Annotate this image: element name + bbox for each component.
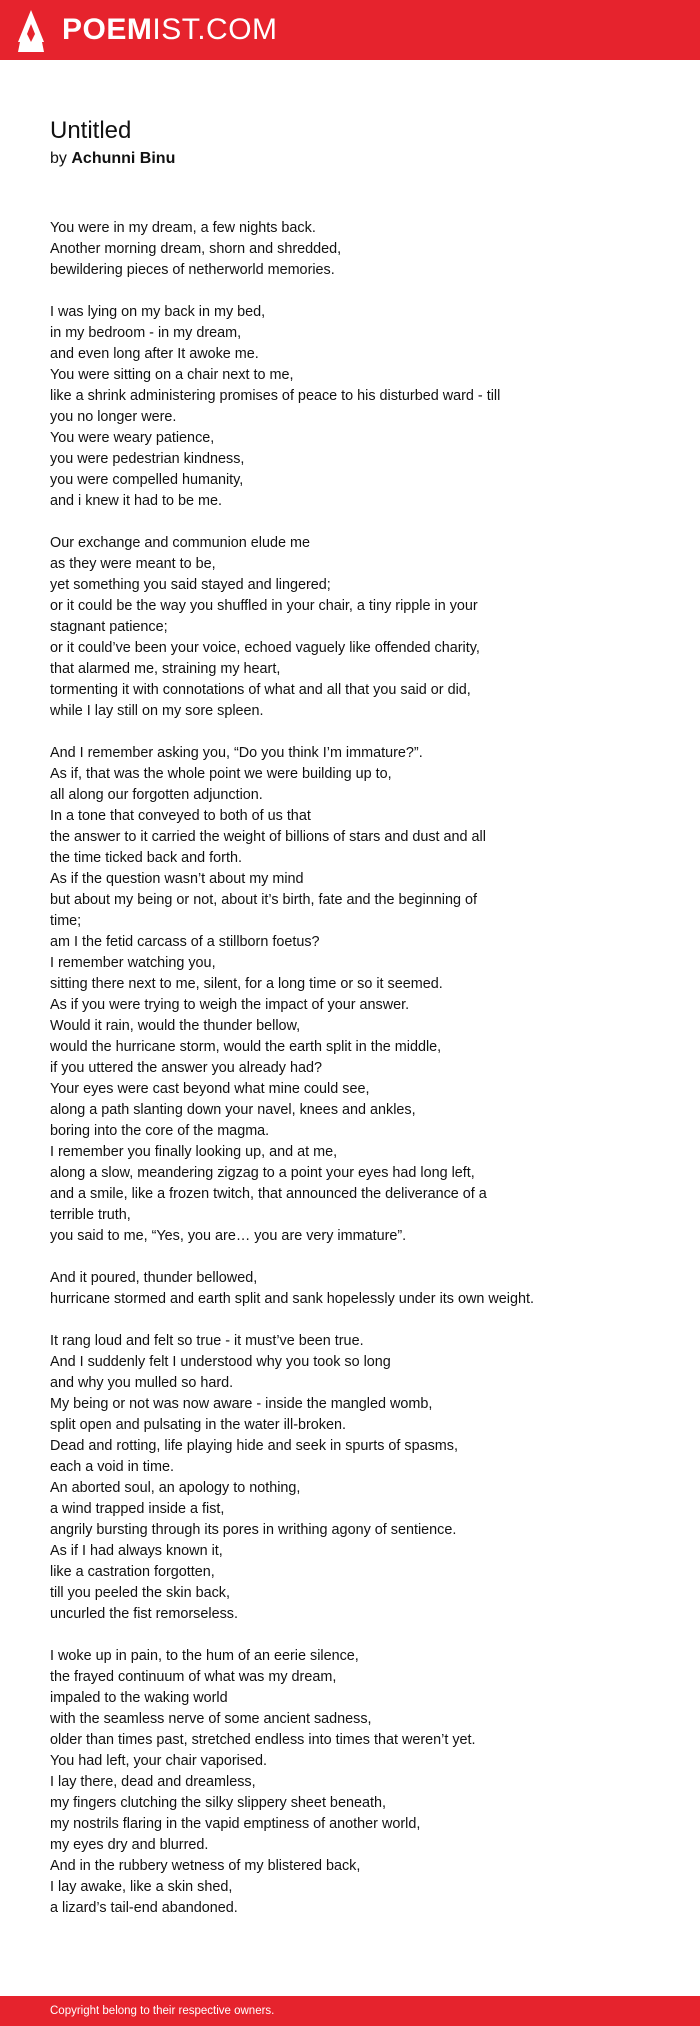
poem-stanza: [50, 302, 660, 512]
site-logo[interactable]: [62, 12, 278, 48]
poem-line: It rang loud and felt so true - it must’ve been true.: [50, 1333, 364, 1349]
poem-line: along a path slanting down your navel, knees and ankles,: [50, 1102, 416, 1118]
poem-line: You had left, your chair vaporised.: [50, 1753, 268, 1769]
poem-line: You were sitting on a chair next to me,: [50, 367, 294, 383]
logo-brand-rest: IST.COM: [152, 13, 278, 46]
poem-line: And in the rubbery wetness of my blistered back,: [50, 1858, 361, 1874]
poem-line: In a tone that conveyed to both of us that: [50, 808, 311, 824]
poem-line: and i knew it had to be me.: [50, 493, 222, 509]
poem-line: that alarmed me, straining my heart,: [50, 661, 281, 677]
poem-line: in my bedroom - in my dream,: [50, 325, 242, 341]
poem-stanza: [50, 1268, 660, 1310]
poem-line: uncurled the fist remorseless.: [50, 1606, 238, 1622]
poem-line: the frayed continuum of what was my dream,: [50, 1669, 337, 1685]
poem-line: And I suddenly felt I understood why you took so long: [50, 1354, 391, 1370]
poem-line: split open and pulsating in the water ill-broken.: [50, 1417, 346, 1433]
poem-line: terrible truth,: [50, 1207, 131, 1223]
poem-line: the time ticked back and forth.: [50, 850, 242, 866]
poem-title: Untitled: [50, 117, 132, 144]
poem-line: and why you mulled so hard.: [50, 1375, 234, 1391]
poem-line: Would it rain, would the thunder bellow,: [50, 1018, 301, 1034]
poem-line: yet something you said stayed and lingered;: [50, 577, 331, 593]
poem-line: sitting there next to me, silent, for a long time or so it seemed.: [50, 976, 443, 992]
poem-line: my eyes dry and blurred.: [50, 1837, 209, 1853]
poem-line: bewildering pieces of netherworld memories.: [50, 262, 335, 278]
poem-line: am I the fetid carcass of a stillborn foetus?: [50, 934, 320, 950]
poem-line: you were pedestrian kindness,: [50, 451, 245, 467]
poem-line: As if you were trying to weigh the impact of your answer.: [50, 997, 410, 1013]
poem-line: and a smile, like a frozen twitch, that announced the deliverance of a: [50, 1186, 487, 1202]
poem-line: I remember you finally looking up, and at me,: [50, 1144, 338, 1160]
poem-body: [50, 218, 660, 1940]
poem-line: And it poured, thunder bellowed,: [50, 1270, 258, 1286]
author-name: Achunni Binu: [71, 150, 176, 167]
poem-line: you no longer were.: [50, 409, 177, 425]
pencil-tip-icon[interactable]: [18, 10, 44, 52]
poem-line: each a void in time.: [50, 1459, 174, 1475]
site-footer: [0, 1996, 700, 2026]
poem-line: I was lying on my back in my bed,: [50, 304, 266, 320]
poem-line: along a slow, meandering zigzag to a point your eyes had long left,: [50, 1165, 475, 1181]
poem-line: or it could be the way you shuffled in your chair, a tiny ripple in your: [50, 598, 478, 614]
poem-stanza: [50, 743, 660, 1247]
poem-line: An aborted soul, an apology to nothing,: [50, 1480, 301, 1496]
poem-line: As if the question wasn’t about my mind: [50, 871, 304, 887]
poem-line: As if, that was the whole point we were building up to,: [50, 766, 392, 782]
poem-line: while I lay still on my sore spleen.: [50, 703, 264, 719]
poem-line: older than times past, stretched endless into times that weren’t yet.: [50, 1732, 476, 1748]
poem-line: I woke up in pain, to the hum of an eerie silence,: [50, 1648, 359, 1664]
poem-line: you said to me, “Yes, you are… you are very immature”.: [50, 1228, 407, 1244]
poem-line: And I remember asking you, “Do you think I’m immature?”.: [50, 745, 423, 761]
poem-line: tormenting it with connotations of what and all that you said or did,: [50, 682, 471, 698]
poem-line: all along our forgotten adjunction.: [50, 787, 263, 803]
poem-line: time;: [50, 913, 82, 929]
poem-line: and even long after It awoke me.: [50, 346, 259, 362]
poem-line: but about my being or not, about it’s birth, fate and the beginning of: [50, 892, 477, 908]
poem-line: You were weary patience,: [50, 430, 215, 446]
poem-line: you were compelled humanity,: [50, 472, 244, 488]
poem-line: my nostrils flaring in the vapid emptiness of another world,: [50, 1816, 421, 1832]
poem-line: impaled to the waking world: [50, 1690, 228, 1706]
poem-line: Your eyes were cast beyond what mine could see,: [50, 1081, 370, 1097]
poem-line: You were in my dream, a few nights back.: [50, 220, 316, 236]
poem-line: I lay there, dead and dreamless,: [50, 1774, 256, 1790]
poem-line: stagnant patience;: [50, 619, 168, 635]
poem-line: boring into the core of the magma.: [50, 1123, 270, 1139]
poem-stanza: [50, 1646, 660, 1919]
poem-stanza: [50, 533, 660, 722]
by-label: by: [50, 150, 67, 167]
poem-line: I remember watching you,: [50, 955, 216, 971]
poem-line: like a shrink administering promises of peace to his disturbed ward - till: [50, 388, 501, 404]
poem-byline: [50, 148, 175, 170]
poem-stanza: [50, 218, 660, 281]
poem-line: angrily bursting through its pores in writhing agony of sentience.: [50, 1522, 457, 1538]
poem-line: Dead and rotting, life playing hide and seek in spurts of spasms,: [50, 1438, 458, 1454]
poem-line: a wind trapped inside a fist,: [50, 1501, 225, 1517]
poem-line: with the seamless nerve of some ancient sadness,: [50, 1711, 372, 1727]
poem-line: or it could’ve been your voice, echoed vaguely like offended charity,: [50, 640, 480, 656]
poem-line: I lay awake, like a skin shed,: [50, 1879, 233, 1895]
logo-brand-bold: POEM: [62, 13, 153, 46]
poem-line: my fingers clutching the silky slippery sheet beneath,: [50, 1795, 386, 1811]
site-header: [0, 0, 700, 60]
poem-line: a lizard’s tail-end abandoned.: [50, 1900, 238, 1916]
poem-line: As if I had always known it,: [50, 1543, 223, 1559]
poem-line: like a castration forgotten,: [50, 1564, 215, 1580]
poem-stanza: [50, 1331, 660, 1625]
poem-line: if you uttered the answer you already had?: [50, 1060, 322, 1076]
poem-line: would the hurricane storm, would the earth split in the middle,: [50, 1039, 442, 1055]
poem-line: Our exchange and communion elude me: [50, 535, 310, 551]
poem-line: My being or not was now aware - inside the mangled womb,: [50, 1396, 433, 1412]
copyright-notice: Copyright belong to their respective owners.: [50, 2005, 275, 2017]
poem-line: hurricane stormed and earth split and sank hopelessly under its own weight.: [50, 1291, 534, 1307]
poem-line: Another morning dream, shorn and shredded,: [50, 241, 342, 257]
poem-line: till you peeled the skin back,: [50, 1585, 230, 1601]
poem-line: as they were meant to be,: [50, 556, 216, 572]
poem-line: the answer to it carried the weight of billions of stars and dust and all: [50, 829, 486, 845]
